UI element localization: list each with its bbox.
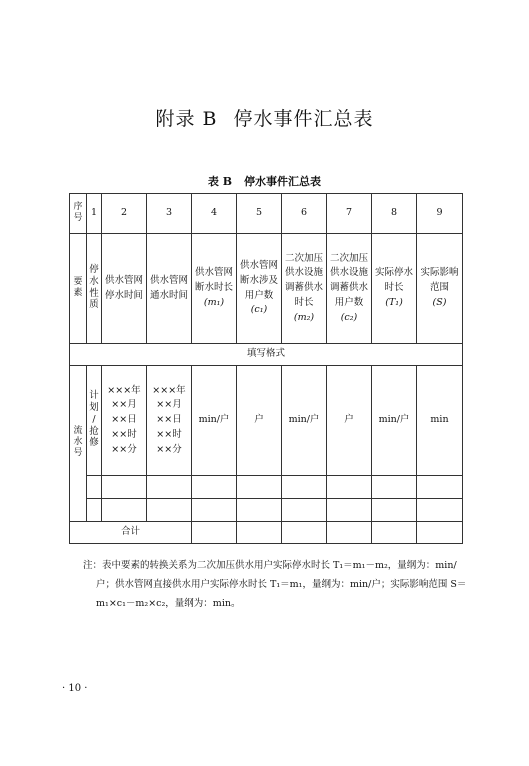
element-4-line: 供水管网	[194, 267, 233, 279]
col-number-6: 6	[282, 194, 327, 234]
element-cell-7	[327, 234, 372, 344]
format-1-line: 计	[89, 389, 99, 401]
total-cell	[192, 522, 237, 544]
blank-cell	[147, 499, 192, 522]
element-cell-6	[282, 234, 327, 344]
blank-cell	[327, 476, 372, 499]
blank-cell	[417, 476, 463, 499]
flow-label-cell	[70, 366, 87, 522]
blank-cell	[87, 476, 102, 499]
total-cell	[237, 522, 282, 544]
col-number-7: 7	[327, 194, 372, 234]
element-cell-3	[147, 234, 192, 344]
col-number-1: 1	[87, 194, 102, 234]
blank-cell	[372, 476, 417, 499]
blank-cell	[237, 476, 282, 499]
format-cell-8: min/户	[372, 366, 417, 476]
element-6-line: 时长	[294, 296, 314, 308]
table-caption-prefix: 表 B	[207, 175, 233, 188]
format-3-line: ××月	[156, 399, 182, 411]
format-2-line: ××分	[111, 443, 137, 455]
element-1-line: 水	[89, 275, 99, 287]
blank-cell	[327, 499, 372, 522]
element-1-line: 质	[89, 299, 99, 311]
format-3-line: ××分	[156, 443, 182, 455]
element-7-line: 供水设施	[329, 267, 368, 279]
format-1-line: /	[92, 413, 96, 425]
blank-cell	[237, 499, 282, 522]
col-number-4: 4	[192, 194, 237, 234]
seq-label-cell	[70, 194, 87, 234]
format-row	[70, 366, 463, 476]
total-cell	[327, 522, 372, 544]
element-5-line: 用户数	[244, 289, 274, 301]
format-2-line: ××时	[111, 428, 137, 440]
format-cell-3	[147, 366, 192, 476]
elements-row	[70, 234, 463, 344]
element-1-line: 停	[89, 263, 99, 275]
format-cell-2	[102, 366, 147, 476]
element-7-line: 二次加压	[329, 252, 368, 264]
format-1-line: 划	[89, 401, 99, 413]
element-cell-5	[237, 234, 282, 344]
fill-format-row	[70, 344, 463, 366]
blank-row	[70, 499, 463, 522]
element-5-symbol: (c₁)	[250, 304, 268, 316]
element-4-symbol: (m₁)	[203, 296, 225, 308]
flow-label: 流水号	[73, 425, 83, 459]
element-7-symbol: (c₂)	[340, 311, 358, 323]
table-caption-text: 停水事件汇总表	[244, 175, 322, 188]
format-cell-4: min/户	[192, 366, 237, 476]
element-8-symbol: (T₁)	[385, 296, 403, 308]
col-number-9: 9	[417, 194, 463, 234]
page-number: · 10 ·	[62, 683, 88, 694]
format-cell-5: 户	[237, 366, 282, 476]
blank-cell	[102, 476, 147, 499]
element-6-line: 供水设施	[284, 267, 323, 279]
element-8-line: 实际停水	[374, 267, 413, 279]
blank-cell	[192, 476, 237, 499]
element-cell-1	[87, 234, 102, 344]
table-caption	[0, 173, 529, 189]
format-cell-9: min	[417, 366, 463, 476]
blank-cell	[87, 499, 102, 522]
element-cell-4	[192, 234, 237, 344]
appendix-title	[0, 104, 529, 131]
summary-table	[69, 193, 463, 544]
appendix-title-text: 停水事件汇总表	[233, 108, 374, 130]
format-3-line: ××日	[156, 414, 182, 426]
total-cell	[282, 522, 327, 544]
element-8-line: 时长	[384, 282, 404, 294]
element-5-line: 供水管网	[239, 260, 278, 272]
element-3-line: 供水管网	[149, 274, 188, 286]
element-9-line: 范围	[429, 282, 449, 294]
element-9-line: 实际影响	[420, 267, 459, 279]
number-row	[70, 194, 463, 234]
seq-label: 序号	[73, 201, 83, 223]
blank-cell	[282, 499, 327, 522]
format-1-line: 抢	[89, 425, 99, 437]
blank-cell	[192, 499, 237, 522]
col-number-5: 5	[237, 194, 282, 234]
total-cell	[417, 522, 463, 544]
blank-cell	[372, 499, 417, 522]
format-2-line: ××月	[111, 399, 137, 411]
element-3-line: 通水时间	[149, 289, 188, 301]
element-7-line: 调蓄供水	[329, 282, 368, 294]
total-label: 合计	[70, 522, 192, 544]
fill-format-label: 填写格式	[70, 344, 463, 366]
blank-cell	[417, 499, 463, 522]
format-3-line: ××时	[156, 428, 182, 440]
format-cell-7: 户	[327, 366, 372, 476]
format-2-line: ×××年	[107, 384, 141, 396]
format-2-line: ××日	[111, 414, 137, 426]
element-1-line: 性	[89, 287, 99, 299]
element-6-symbol: (m₂)	[293, 311, 315, 323]
blank-cell	[102, 499, 147, 522]
element-2-line: 供水管网	[104, 274, 143, 286]
appendix-title-prefix: 附录 B	[155, 108, 218, 130]
element-cell-9	[417, 234, 463, 344]
element-6-line: 调蓄供水	[284, 282, 323, 294]
element-5-line: 断水涉及	[239, 274, 278, 286]
blank-cell	[147, 476, 192, 499]
format-1-line: 修	[89, 437, 99, 449]
element-cell-2	[102, 234, 147, 344]
element-9-symbol: (S)	[432, 296, 447, 308]
element-7-line: 用户数	[334, 296, 364, 308]
format-cell-6: min/户	[282, 366, 327, 476]
element-6-line: 二次加压	[284, 252, 323, 264]
element-2-line: 停水时间	[104, 289, 143, 301]
element-4-line: 断水时长	[194, 282, 233, 294]
col-number-3: 3	[147, 194, 192, 234]
format-cell-1	[87, 366, 102, 476]
elements-label: 要素	[73, 276, 83, 298]
element-cell-8	[372, 234, 417, 344]
elements-label-cell	[70, 234, 87, 344]
total-cell	[372, 522, 417, 544]
col-number-8: 8	[372, 194, 417, 234]
format-3-line: ×××年	[152, 384, 186, 396]
total-row	[70, 522, 463, 544]
table-note: 注：表中要素的转换关系为二次加压供水用户实际停水时长 T₁＝m₁－m₂，量纲为：min/户；供水管网直接供水用户实际停水时长 T₁＝m₁，量纲为：min/户；实际影响范围 S＝m₁×c₁－m₂×c₂，量纲为：min。	[83, 560, 467, 609]
blank-cell	[282, 476, 327, 499]
col-number-2: 2	[102, 194, 147, 234]
blank-row	[70, 476, 463, 499]
